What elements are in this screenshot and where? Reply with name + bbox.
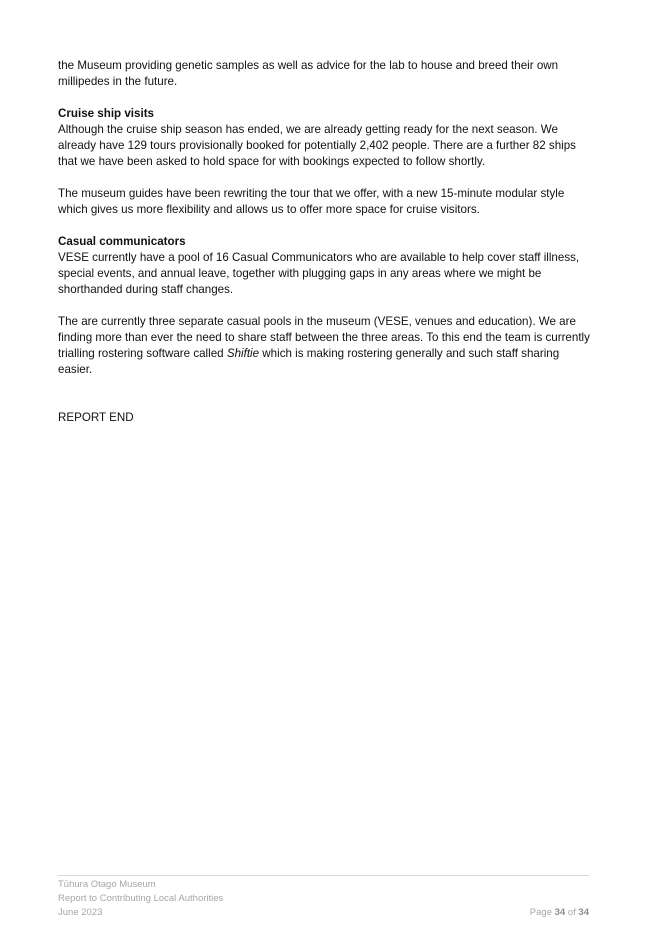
footer-organisation: Tūhura Otago Museum — [58, 879, 156, 890]
page-footer — [58, 875, 589, 920]
cruise-ship-heading: Cruise ship visits — [58, 107, 155, 120]
cruise-paragraph-1: Although the cruise ship season has ended, we are already getting ready for the next season. We already have 129 tours provisionally booked for potentially 2,402 people. There are a further 82 ships that we have been asked to hold space for with bookings expected to follow shortly. — [58, 123, 576, 168]
footer-info — [58, 878, 589, 920]
page-current: 34 — [554, 907, 566, 918]
page-number — [530, 906, 589, 920]
footer-report-title: Report to Contributing Local Authorities — [58, 893, 224, 904]
casual-communicators-heading: Casual communicators — [58, 235, 186, 248]
page-of: of — [567, 907, 576, 918]
casual-paragraph-2-start: The are currently three separate casual pools in the museum (VESE, venues and education). We are finding more than ever the need to share staff between the three areas. To this end the team is currently trialling rostering software called — [58, 315, 590, 360]
intro-paragraph: the Museum providing genetic samples as well as advice for the lab to house and breed their own millipedes in the future. — [58, 59, 559, 88]
document-body — [58, 58, 593, 442]
software-name: Shiftie — [226, 347, 260, 360]
casual-paragraph-1: VESE currently have a pool of 16 Casual Communicators who are available to help cover staff illness, special events, and annual leave, together with plugging gaps in any areas where we might be shorthanded during staff changes. — [58, 251, 580, 296]
report-end: REPORT END — [58, 411, 134, 424]
casual-paragraph-2 — [58, 314, 593, 378]
footer-date: June 2023 — [58, 907, 103, 918]
page-total: 34 — [578, 907, 589, 918]
cruise-paragraph-2: The museum guides have been rewriting the tour that we offer, with a new 15-minute modular style which gives us more flexibility and allows us to offer more space for cruise visitors. — [58, 187, 565, 216]
casual-paragraph-2-end: which is making rostering generally and such staff sharing easier. — [58, 347, 560, 376]
page-label: Page — [529, 907, 552, 918]
